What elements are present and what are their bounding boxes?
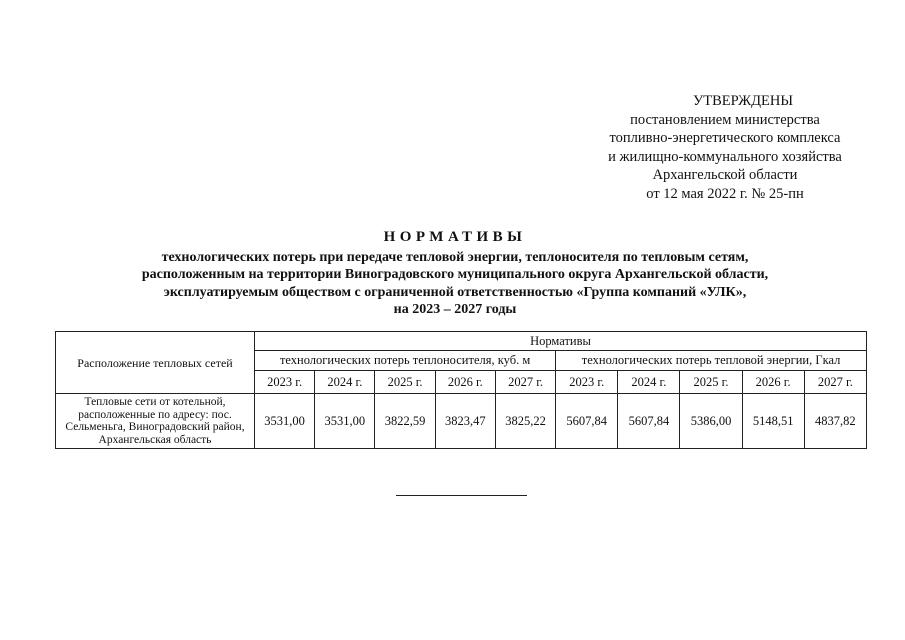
heat-value: 5607,84 xyxy=(556,394,618,449)
heat-value: 5607,84 xyxy=(618,394,680,449)
table-row xyxy=(56,394,867,449)
title-line: эксплуатируемым обществом с ограниченной ответственностью «Группа компаний «УЛК», xyxy=(163,284,747,300)
year-header: 2026 г. xyxy=(435,371,495,394)
coolant-value: 3822,59 xyxy=(375,394,435,449)
table-header-row xyxy=(56,332,867,351)
year-header: 2023 г. xyxy=(255,371,315,394)
heat-value: 5148,51 xyxy=(742,394,804,449)
heat-value: 4837,82 xyxy=(804,394,866,449)
year-header: 2027 г. xyxy=(495,371,555,394)
approval-heading: УТВЕРЖДЕНЫ xyxy=(692,93,794,109)
approval-line: топливно-энергетического комплекса xyxy=(609,130,841,147)
year-header: 2023 г. xyxy=(556,371,618,394)
year-header: 2027 г. xyxy=(804,371,866,394)
location-cell: Тепловые сети от котельной, расположенные по адресу: пос. Сельменьга, Виноградовский район, Архангельская область xyxy=(56,394,255,449)
approval-line: Архангельской области xyxy=(652,167,798,184)
year-header: 2026 г. xyxy=(742,371,804,394)
title-line: на 2023 – 2027 годы xyxy=(393,302,517,318)
coolant-value: 3823,47 xyxy=(435,394,495,449)
coolant-header: технологических потерь теплоносителя, куб. м xyxy=(255,351,556,371)
coolant-value: 3531,00 xyxy=(315,394,375,449)
norms-table xyxy=(55,331,867,449)
approval-line: постановлением министерства xyxy=(630,111,820,128)
coolant-value: 3825,22 xyxy=(495,394,555,449)
year-header: 2025 г. xyxy=(375,371,435,394)
end-rule xyxy=(396,495,527,496)
heat-header: технологических потерь тепловой энергии, Гкал xyxy=(556,351,867,371)
year-header: 2025 г. xyxy=(680,371,742,394)
title-line: технологических потерь при передаче тепловой энергии, теплоносителя по тепловым сетям, xyxy=(161,249,749,265)
heat-value: 5386,00 xyxy=(680,394,742,449)
title-line: расположенным на территории Виноградовского муниципального округа Архангельской области, xyxy=(141,267,769,283)
coolant-value: 3531,00 xyxy=(255,394,315,449)
year-header: 2024 г. xyxy=(315,371,375,394)
document-title xyxy=(60,229,850,319)
approval-block xyxy=(560,92,890,204)
approval-line: и жилищно-коммунального хозяйства xyxy=(608,148,842,165)
location-header: Расположение тепловых сетей xyxy=(56,332,255,394)
group-header: Нормативы xyxy=(255,332,867,351)
approval-line: от 12 мая 2022 г. № 25-пн xyxy=(646,185,804,202)
year-header: 2024 г. xyxy=(618,371,680,394)
title-main: НОРМАТИВЫ xyxy=(383,229,527,245)
